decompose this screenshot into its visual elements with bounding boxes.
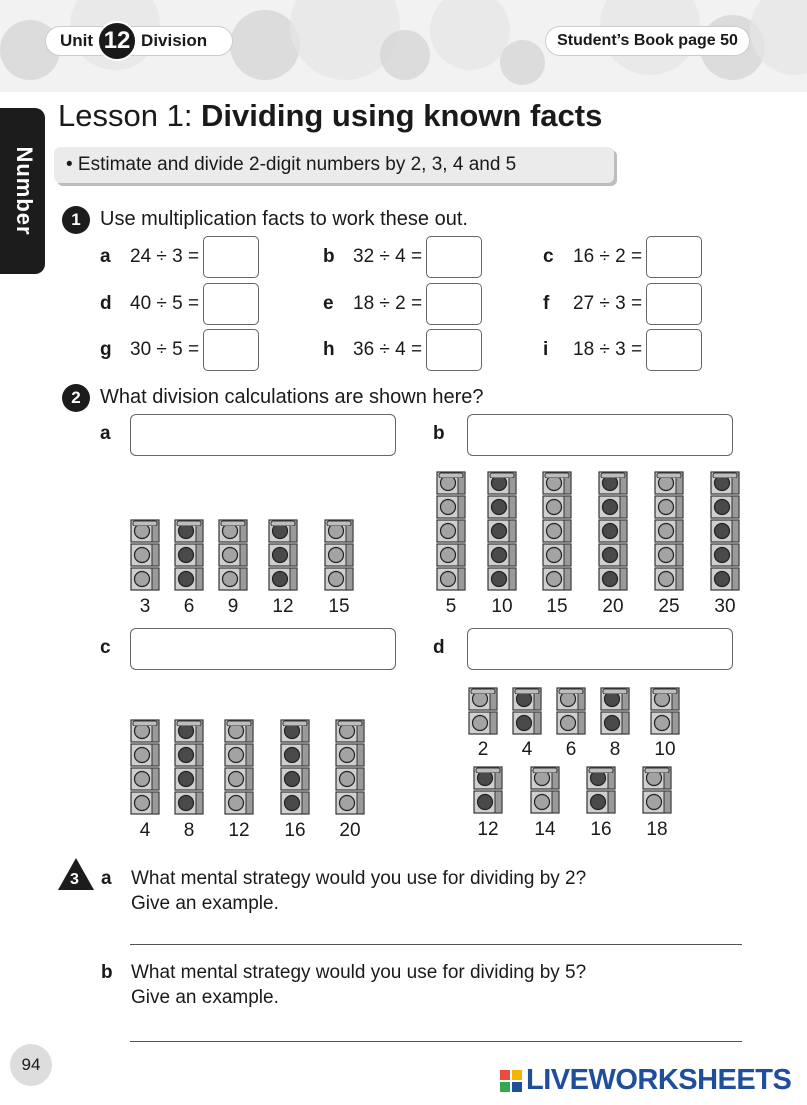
cube-cap-icon — [280, 713, 310, 719]
answer-line-3a[interactable] — [130, 944, 742, 945]
cube-cap-icon — [512, 681, 542, 687]
cube-count-label: 20 — [602, 596, 624, 617]
light-cube-icon — [542, 543, 572, 567]
unit-word: Unit — [60, 31, 94, 50]
light-cube-icon — [436, 519, 466, 543]
cube-count-label: 3 — [139, 596, 151, 617]
dark-cube-icon — [280, 791, 310, 815]
fact-letter: c — [543, 246, 554, 267]
cube-count-label: 14 — [534, 819, 556, 840]
dark-cube-icon — [598, 543, 628, 567]
cube-cap-icon — [324, 513, 354, 519]
fact-expression: 30 ÷ 5 = — [130, 339, 200, 360]
fact-expression: 18 ÷ 2 = — [353, 293, 423, 314]
light-cube-icon — [224, 743, 254, 767]
cube-count-label: 2 — [477, 739, 489, 760]
answer-box-d[interactable] — [467, 628, 733, 670]
lesson-prefix: Lesson 1: — [58, 98, 202, 133]
unit-number-badge: 12 — [97, 21, 137, 61]
answer-box[interactable] — [426, 236, 482, 278]
light-cube-icon — [468, 711, 498, 735]
dark-cube-icon — [174, 567, 204, 591]
light-cube-icon — [324, 567, 354, 591]
light-cube-icon — [542, 567, 572, 591]
cube-count-label: 6 — [183, 596, 195, 617]
dark-cube-icon — [473, 790, 503, 814]
dark-cube-icon — [710, 519, 740, 543]
question-3b-line-1: What mental strategy would you use for dividing by 5? — [131, 962, 587, 983]
answer-box[interactable] — [203, 329, 259, 371]
cube-cap-icon — [473, 760, 503, 766]
answer-box-b[interactable] — [467, 414, 733, 456]
answer-box[interactable] — [203, 283, 259, 325]
fact-item-g — [100, 329, 259, 371]
question-3a — [101, 866, 587, 916]
lesson-objective: • Estimate and divide 2-digit numbers by 2, 3, 4 and 5 — [54, 147, 614, 183]
light-cube-icon — [654, 519, 684, 543]
cube-cap-icon — [650, 681, 680, 687]
question-3b-letter: b — [101, 962, 113, 983]
cube-cap-icon — [586, 760, 616, 766]
cube-count-label: 4 — [521, 739, 533, 760]
part-label-a: a — [100, 423, 111, 444]
cube-cap-icon — [487, 465, 517, 471]
dark-cube-icon — [710, 567, 740, 591]
question-3-badge: 3 — [70, 871, 79, 888]
fact-expression: 27 ÷ 3 = — [573, 293, 643, 314]
dark-cube-icon — [598, 519, 628, 543]
cube-cap-icon — [130, 713, 160, 719]
answer-box[interactable] — [426, 329, 482, 371]
answer-box-a[interactable] — [130, 414, 396, 456]
dark-cube-icon — [487, 519, 517, 543]
side-tab — [0, 108, 45, 274]
light-cube-icon — [218, 567, 248, 591]
fact-expression: 18 ÷ 3 = — [573, 339, 643, 360]
cube-count-label: 12 — [272, 596, 294, 617]
question-1-badge: 1 — [62, 206, 90, 234]
liveworksheets-logo-icon — [500, 1070, 522, 1092]
light-cube-icon — [335, 743, 365, 767]
cube-count-label: 8 — [609, 739, 621, 760]
fact-item-h — [323, 329, 482, 371]
lesson-title: Dividing using known facts — [201, 98, 603, 133]
fact-letter: h — [323, 339, 335, 360]
cube-count-label: 5 — [445, 596, 457, 617]
cube-cap-icon — [600, 681, 630, 687]
question-1-instruction: Use multiplication facts to work these out. — [100, 208, 468, 230]
light-cube-icon — [335, 767, 365, 791]
cube-cap-icon — [436, 465, 466, 471]
cube-count-label: 18 — [646, 819, 668, 840]
cube-cap-icon — [268, 513, 298, 519]
fact-expression: 40 ÷ 5 = — [130, 293, 200, 314]
light-cube-icon — [556, 711, 586, 735]
light-cube-icon — [654, 543, 684, 567]
cube-cap-icon — [174, 713, 204, 719]
cube-count-label: 25 — [658, 596, 680, 617]
fact-letter: d — [100, 293, 112, 314]
cube-cap-icon — [642, 760, 672, 766]
cube-cap-icon — [530, 760, 560, 766]
cube-cap-icon — [598, 465, 628, 471]
light-cube-icon — [130, 743, 160, 767]
answer-box[interactable] — [203, 236, 259, 278]
cube-count-label: 6 — [565, 739, 577, 760]
dark-cube-icon — [512, 711, 542, 735]
dark-cube-icon — [280, 767, 310, 791]
question-3a-letter: a — [101, 868, 112, 889]
unit-topic: Division — [141, 31, 208, 50]
answer-box[interactable] — [646, 283, 702, 325]
part-label-d: d — [433, 637, 445, 658]
light-cube-icon — [436, 567, 466, 591]
fact-letter: g — [100, 339, 112, 360]
fact-letter: a — [100, 246, 111, 267]
cube-cap-icon — [468, 681, 498, 687]
fact-letter: e — [323, 293, 334, 314]
cube-count-label: 9 — [227, 596, 239, 617]
question-3a-line-1: What mental strategy would you use for dividing by 2? — [131, 868, 587, 889]
dark-cube-icon — [710, 495, 740, 519]
dark-cube-icon — [268, 543, 298, 567]
answer-line-3b[interactable] — [130, 1041, 742, 1042]
dark-cube-icon — [174, 791, 204, 815]
light-cube-icon — [335, 791, 365, 815]
side-tab-label: Number — [12, 146, 37, 236]
liveworksheets-logo — [500, 1064, 791, 1097]
question-3b-line-2: Give an example. — [131, 987, 279, 1008]
question-2-instruction: What division calculations are shown here? — [100, 386, 484, 408]
cube-count-label: 15 — [546, 596, 568, 617]
fact-expression: 16 ÷ 2 = — [573, 246, 643, 267]
cube-cap-icon — [654, 465, 684, 471]
cube-count-label: 16 — [284, 820, 306, 841]
header-band — [0, 0, 807, 92]
light-cube-icon — [654, 567, 684, 591]
light-cube-icon — [130, 791, 160, 815]
cube-cap-icon — [710, 465, 740, 471]
dark-cube-icon — [174, 543, 204, 567]
light-cube-icon — [218, 543, 248, 567]
light-cube-icon — [436, 495, 466, 519]
cube-count-label: 15 — [328, 596, 350, 617]
dark-cube-icon — [586, 790, 616, 814]
cube-cap-icon — [218, 513, 248, 519]
cube-count-label: 10 — [491, 596, 513, 617]
unit-pill — [45, 26, 233, 56]
fact-item-i — [543, 329, 702, 371]
light-cube-icon — [130, 767, 160, 791]
fact-expression: 24 ÷ 3 = — [130, 246, 200, 267]
part-label-c: c — [100, 637, 111, 658]
cube-cap-icon — [174, 513, 204, 519]
answer-box[interactable] — [646, 329, 702, 371]
light-cube-icon — [224, 767, 254, 791]
light-cube-icon — [224, 791, 254, 815]
dark-cube-icon — [174, 767, 204, 791]
light-cube-icon — [654, 495, 684, 519]
fact-item-c — [543, 236, 702, 278]
dark-cube-icon — [487, 495, 517, 519]
cube-count-label: 8 — [183, 820, 195, 841]
light-cube-icon — [542, 519, 572, 543]
answer-box[interactable] — [426, 283, 482, 325]
cube-count-label: 12 — [477, 819, 499, 840]
light-cube-icon — [650, 711, 680, 735]
dark-cube-icon — [280, 743, 310, 767]
fact-letter: b — [323, 246, 335, 267]
fact-letter: f — [543, 293, 550, 314]
cube-cap-icon — [224, 713, 254, 719]
dark-cube-icon — [487, 567, 517, 591]
light-cube-icon — [130, 543, 160, 567]
cube-cap-icon — [130, 513, 160, 519]
light-cube-icon — [530, 790, 560, 814]
light-cube-icon — [324, 543, 354, 567]
cube-cap-icon — [556, 681, 586, 687]
light-cube-icon — [130, 567, 160, 591]
cube-count-label: 30 — [714, 596, 736, 617]
cube-count-label: 16 — [590, 819, 612, 840]
fact-item-d — [100, 283, 259, 325]
dark-cube-icon — [174, 743, 204, 767]
answer-box-c[interactable] — [130, 628, 396, 670]
liveworksheets-brand: LIVEWORKSHEETS — [526, 1064, 792, 1096]
fact-item-f — [543, 283, 702, 325]
question-2-badge: 2 — [62, 384, 90, 412]
cube-cap-icon — [335, 713, 365, 719]
cube-count-label: 12 — [228, 820, 250, 841]
light-cube-icon — [436, 543, 466, 567]
question-3a-line-2: Give an example. — [131, 893, 279, 914]
cube-count-label: 4 — [139, 820, 151, 841]
light-cube-icon — [642, 790, 672, 814]
dark-cube-icon — [598, 495, 628, 519]
dark-cube-icon — [710, 543, 740, 567]
fact-expression: 32 ÷ 4 = — [353, 246, 423, 267]
cube-count-label: 20 — [339, 820, 361, 841]
question-3b — [101, 960, 587, 1010]
cube-count-label: 10 — [654, 739, 676, 760]
cube-cap-icon — [542, 465, 572, 471]
page-number: 94 — [10, 1044, 52, 1086]
fact-item-b — [323, 236, 482, 278]
dark-cube-icon — [487, 543, 517, 567]
fact-item-e — [323, 283, 482, 325]
fact-item-a — [100, 236, 259, 278]
dark-cube-icon — [268, 567, 298, 591]
page-title — [58, 98, 602, 134]
fact-letter: i — [543, 339, 549, 360]
book-page-reference: Student’s Book page 50 — [545, 26, 750, 56]
part-label-b: b — [433, 423, 445, 444]
fact-expression: 36 ÷ 4 = — [353, 339, 423, 360]
light-cube-icon — [542, 495, 572, 519]
dark-cube-icon — [600, 711, 630, 735]
answer-box[interactable] — [646, 236, 702, 278]
dark-cube-icon — [598, 567, 628, 591]
